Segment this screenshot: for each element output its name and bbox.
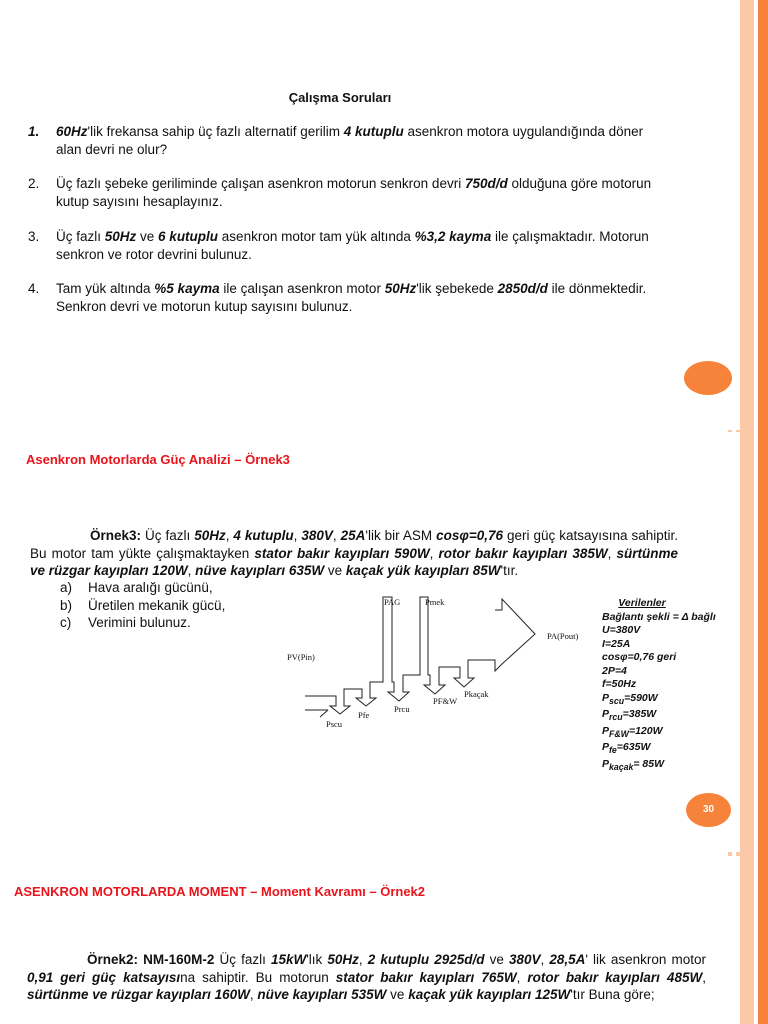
label-prcu: Prcu (394, 704, 410, 714)
given-line: I=25A (602, 637, 631, 650)
given-line: $P_{fe}=635W$ (602, 741, 651, 756)
example-paragraph: Örnek3: Üç fazlı 50Hz, 4 kutuplu, 380V, 25A'lik bir ASM cosφ=0,76 geri güç katsayısına sahiptir. Bu motor tam yükte çalışmaktayken stator bakır kayıpları 590W, rotor bakır kayıpları 385W, sürtünme ve rüzgar kayıpları 120W, nüve kayıpları 635W ve kaçak yük kayıpları 85W'tır. (30, 528, 678, 578)
slide-study-questions (0, 0, 740, 430)
question-text: 60Hz'lik frekansa sahip üç fazlı alternatif gerilim 4 kutuplu asenkron motora uygulandığında döner alan devri ne olur? (56, 124, 644, 157)
slide-title: ASENKRON MOTORLARDA MOMENT – Moment Kavramı – Örnek2 (14, 884, 426, 899)
power-flow-lower-edge (305, 710, 328, 717)
label-pfe: Pfe (358, 710, 370, 720)
question-text: Üç fazlı 50Hz ve 6 kutuplu asenkron motor tam yük altında %3,2 kayma ile çalışmaktadır. Motorun senkron ve rotor devrini bulunuz. (56, 229, 649, 262)
label-pscu: Pscu (326, 719, 343, 729)
given-line: U=380V (602, 624, 641, 636)
slide-moment (0, 856, 740, 1024)
question-number: 3. (28, 229, 40, 244)
power-flow-outline (305, 597, 535, 714)
page-number-badge: 30 (686, 793, 731, 827)
given-heading: Verilenler (618, 597, 666, 609)
label-pag: PAG (384, 597, 401, 607)
slide-title: Çalışma Soruları (288, 90, 392, 105)
question-text: Tam yük altında %5 kayma ile çalışan asenkron motor 50Hz'lik şebekede 2850d/d ile dönmektedir. Senkron devri ve motorun kutup sayısını bulunuz. (56, 281, 647, 314)
task-list (60, 579, 225, 632)
label-pmek: Pmek (425, 597, 445, 607)
question-number: 1. (28, 124, 40, 139)
given-line: $P_{rcu}=385W$ (602, 708, 657, 723)
given-values-panel (602, 597, 716, 774)
given-line: cosφ=0,76 geri (602, 651, 677, 663)
label-pkacak: Pkaçak (464, 689, 489, 699)
given-line: $P_{F\&W}=120W$ (602, 724, 663, 739)
decorative-circle (684, 361, 732, 395)
question-number: 2. (28, 176, 40, 191)
question-number: 4. (28, 281, 40, 296)
task-item: b) Üretilen mekanik gücü, (60, 597, 226, 613)
given-line: $P_{kaçak}= 85W$ (602, 757, 664, 772)
given-line: $P_{scu}=590W$ (602, 691, 658, 706)
label-pa: PA(Pout) (547, 631, 579, 641)
task-item: a) Hava aralığı gücünü, (60, 580, 213, 595)
slide-title: Asenkron Motorlarda Güç Analizi – Örnek3 (26, 452, 290, 467)
label-pv: PV(Pin) (287, 652, 315, 662)
given-line: f=50Hz (602, 678, 637, 690)
slide-power-analysis (0, 432, 740, 852)
label-pfw: PF&W (433, 696, 458, 706)
border-stripe (758, 0, 768, 1024)
given-line: Bağlantı şekli = Δ bağlı (602, 610, 716, 623)
task-item: c) Verimini bulunuz. (60, 615, 191, 630)
question-text: Üç fazlı şebeke geriliminde çalışan asenkron motorun senkron devri 750d/d olduğuna göre motorun kutup sayısını hesaplayınız. (56, 176, 652, 209)
example-paragraph: Örnek2: NM-160M-2 Üç fazlı 15kW'lık 50Hz, 2 kutuplu 2925d/d ve 380V, 28,5A' lik asenkron motor 0,91 geri güç katsayısına sahiptir. Bu motorun stator bakır kayıpları 765W, rotor bakır kayıpları 485W, sürtünme ve rüzgar kayıpları 160W, nüve kayıpları 535W ve kaçak yük kayıpları 125W'tır Buna göre; (27, 952, 707, 1002)
given-line: 2P=4 (602, 664, 627, 677)
power-flow-diagram (280, 592, 600, 737)
